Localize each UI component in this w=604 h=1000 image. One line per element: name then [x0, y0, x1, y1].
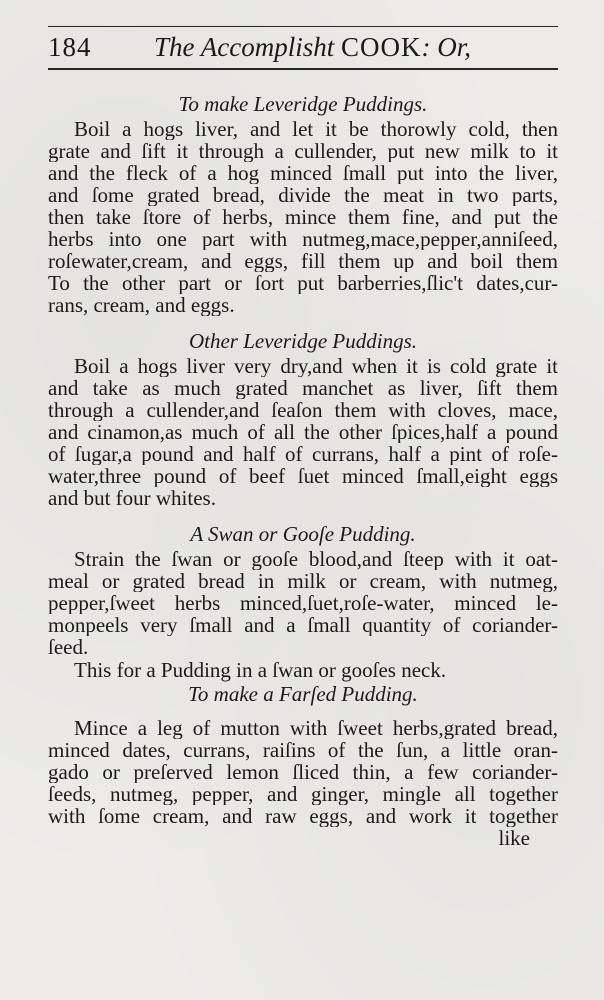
text-line: through a cullender,and ſeaſon them with cloves, mace,: [48, 399, 558, 421]
text-line: ſeeds, nutmeg, pepper, and ginger, mingle all together: [48, 783, 558, 805]
text-line: and take as much grated manchet as liver, ſift them: [48, 377, 558, 399]
recipe-text: [48, 717, 558, 849]
header-rule-top: [48, 26, 558, 27]
header-rule-bottom: [48, 68, 558, 70]
running-title: [154, 32, 471, 63]
text-line: minced dates, currans, raiſins of the ſun, a little oran-: [48, 739, 558, 761]
text-line: and but four whites.: [48, 487, 216, 509]
recipe-text: [48, 118, 558, 316]
recipe-title: To make Leveridge Puddings.: [178, 92, 428, 116]
text-line: then take ſtore of herbs, mince them fine, and put the: [48, 206, 558, 228]
running-header: [48, 26, 558, 70]
page-body: [48, 92, 558, 849]
text-line: water,three pound of beef ſuet minced ſmall,eight eggs: [48, 465, 558, 487]
recipe-title: To make a Farſed Pudding.: [188, 682, 418, 706]
text-line: Mince a leg of mutton with ſweet herbs,grated bread,: [74, 717, 558, 739]
running-title-italic: The Accomplisht: [154, 32, 335, 62]
text-line: and the fleck of a hog minced ſmall put into the liver,: [48, 162, 558, 184]
text-line: gado or preſerved lemon ſliced thin, a few coriander-: [48, 761, 558, 783]
text-line: and ſome grated bread, divide the meat in two parts,: [48, 184, 558, 206]
recipe-title: A Swan or Gooſe Pudding.: [190, 522, 416, 546]
running-title-tail: : Or,: [421, 32, 472, 62]
text-line: rans, cream, and eggs.: [48, 294, 235, 316]
text-line: Boil a hogs liver, and let it be thorowly cold, then: [74, 118, 558, 140]
text-line: ſeed.: [48, 636, 89, 658]
recipe-title: Other Leveridge Puddings.: [188, 329, 418, 353]
text-line: To the other part or ſort put barberries,ſlic't dates,cur-: [48, 272, 558, 294]
text-line: Boil a hogs liver very dry,and when it is cold grate it: [74, 355, 558, 377]
text-line: monpeels very ſmall and a ſmall quantity of coriander-: [48, 614, 558, 636]
text-line: meal or grated bread in milk or cream, with nutmeg,: [48, 570, 558, 592]
catchword: like: [498, 827, 530, 849]
running-title-caps: COOK: [340, 32, 422, 62]
recipe-text: [48, 548, 558, 658]
recipe-text: [48, 355, 558, 509]
text-line: grate and ſift it through a cullender, put new milk to it: [48, 140, 558, 162]
recipe-note: This for a Pudding in a ſwan or gooſes neck.: [74, 658, 447, 682]
text-line: Strain the ſwan or gooſe blood,and ſteep with it oat-: [74, 548, 558, 570]
text-line: pepper,ſweet herbs minced,ſuet,roſe-water, minced le-: [48, 592, 558, 614]
text-line: roſewater,cream, and eggs, fill them up and boil them: [48, 250, 558, 272]
text-line: herbs into one part with nutmeg,mace,pepper,anniſeed,: [48, 228, 558, 250]
page-number: 184: [48, 32, 92, 62]
text-line: and cinamon,as much of all the other ſpices,half a pound: [48, 421, 558, 443]
text-line: with ſome cream, and raw eggs, and work it together: [48, 805, 558, 827]
text-line: of ſugar,a pound and half of currans, half a pint of roſe-: [48, 443, 558, 465]
